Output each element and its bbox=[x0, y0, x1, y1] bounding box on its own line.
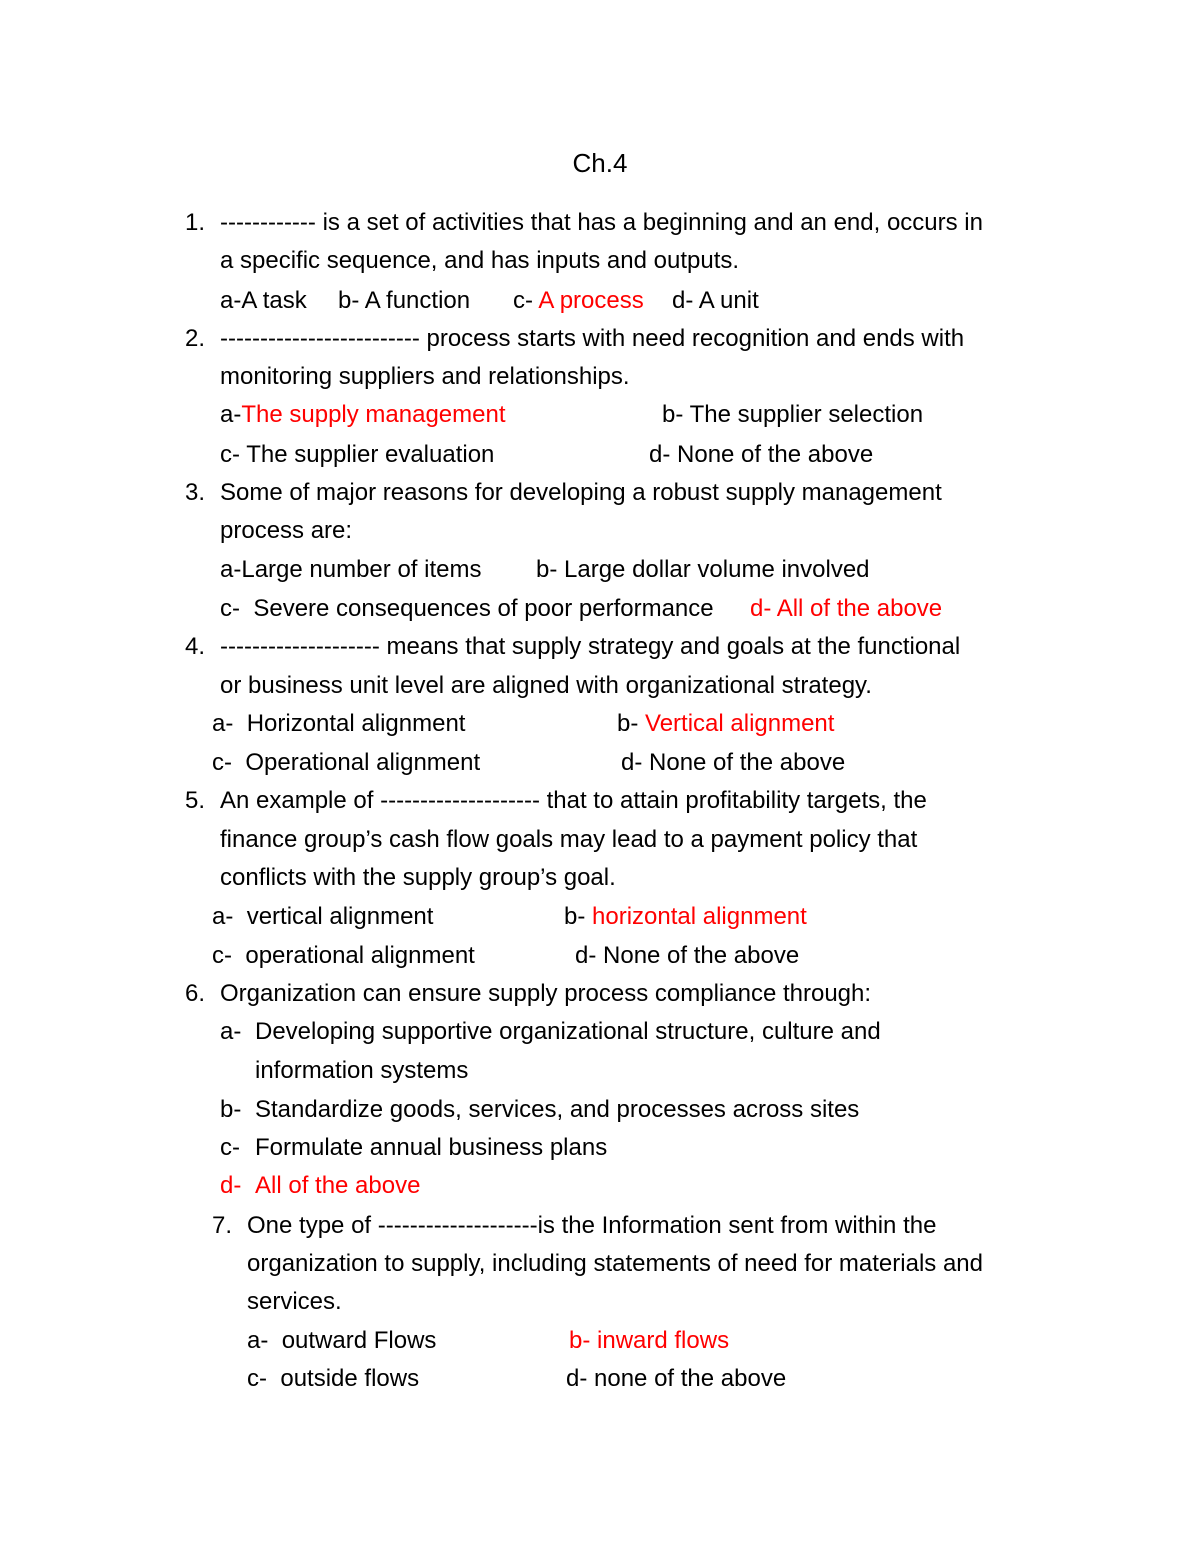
option-letter: d- bbox=[649, 441, 671, 468]
option-text: operational alignment bbox=[245, 942, 475, 969]
option-letter: b- bbox=[564, 903, 586, 930]
option-text: None of the above bbox=[677, 441, 874, 468]
option-letter: c- bbox=[220, 595, 240, 622]
option-letter: c- bbox=[220, 441, 240, 468]
option-text: Formulate annual business plans bbox=[255, 1134, 608, 1161]
option-text: Large dollar volume involved bbox=[564, 556, 870, 583]
option-c bbox=[247, 1364, 419, 1394]
question-number: 6. bbox=[185, 980, 206, 1007]
option-d bbox=[649, 440, 873, 470]
option-letter: c- bbox=[212, 942, 232, 969]
option-a bbox=[220, 1017, 241, 1047]
question-number: 1. bbox=[185, 209, 206, 236]
question-text: ------------ is a set of activities that has a beginning and an end, occurs in bbox=[220, 209, 983, 236]
option-text: The supplier selection bbox=[689, 401, 924, 428]
option-letter: d- bbox=[672, 287, 694, 314]
question-text: services. bbox=[247, 1288, 342, 1315]
option-a bbox=[220, 286, 307, 316]
option-c bbox=[212, 941, 475, 971]
option-d bbox=[621, 748, 845, 778]
correct-answer: horizontal alignment bbox=[592, 903, 807, 930]
option-text: None of the above bbox=[603, 942, 800, 969]
option-a bbox=[212, 709, 465, 739]
option-a bbox=[220, 555, 481, 585]
option-a bbox=[247, 1326, 436, 1356]
option-letter: b- bbox=[569, 1327, 591, 1354]
option-b bbox=[536, 555, 870, 585]
question-number: 7. bbox=[212, 1212, 233, 1239]
option-letter: b- bbox=[536, 556, 558, 583]
option-letter: b- bbox=[338, 287, 360, 314]
question-text: organization to supply, including statements of need for materials and bbox=[247, 1250, 983, 1277]
option-d-correct bbox=[750, 594, 942, 624]
option-c bbox=[220, 440, 494, 470]
option-text: Standardize goods, services, and processes across sites bbox=[255, 1096, 860, 1123]
option-letter: c- bbox=[247, 1365, 267, 1392]
option-letter: c- bbox=[212, 749, 232, 776]
option-text: A unit bbox=[698, 287, 759, 314]
option-d bbox=[575, 941, 799, 971]
option-letter: b- bbox=[220, 1096, 242, 1123]
option-text: Developing supportive organizational structure, culture and bbox=[255, 1018, 881, 1045]
option-letter: a- bbox=[220, 1018, 242, 1045]
question-text: -------------------- means that supply strategy and goals at the functional bbox=[220, 633, 961, 660]
correct-answer: inward flows bbox=[597, 1327, 730, 1354]
option-text: A task bbox=[241, 287, 307, 314]
option-c bbox=[220, 594, 714, 624]
option-c bbox=[212, 748, 480, 778]
option-c bbox=[513, 286, 644, 316]
question-number: 5. bbox=[185, 787, 206, 814]
option-text: Horizontal alignment bbox=[246, 710, 466, 737]
option-letter: d- bbox=[220, 1172, 242, 1199]
page-title: Ch.4 bbox=[572, 148, 628, 178]
question-text: a specific sequence, and has inputs and outputs. bbox=[220, 247, 740, 274]
question-text: ------------------------- process starts with need recognition and ends with bbox=[220, 325, 965, 352]
question-number: 3. bbox=[185, 479, 206, 506]
question-text: conflicts with the supply group’s goal. bbox=[220, 864, 616, 891]
option-letter: d- bbox=[621, 749, 643, 776]
option-d bbox=[672, 286, 759, 316]
option-b bbox=[220, 1095, 241, 1125]
question-text: finance group’s cash flow goals may lead to a payment policy that bbox=[220, 826, 918, 853]
option-text: outward Flows bbox=[281, 1327, 437, 1354]
correct-answer: All of the above bbox=[776, 595, 943, 622]
option-text: A function bbox=[364, 287, 471, 314]
option-d bbox=[566, 1364, 786, 1394]
option-letter: b- bbox=[662, 401, 684, 428]
option-letter: d- bbox=[566, 1365, 588, 1392]
question-text: monitoring suppliers and relationships. bbox=[220, 363, 630, 390]
option-letter: d- bbox=[575, 942, 597, 969]
option-text: information systems bbox=[255, 1057, 469, 1084]
question-text: One type of --------------------is the Information sent from within the bbox=[247, 1212, 937, 1239]
question-text: process are: bbox=[220, 517, 353, 544]
option-b bbox=[564, 902, 807, 932]
question-text: Some of major reasons for developing a robust supply management bbox=[220, 479, 942, 506]
question-number: 4. bbox=[185, 633, 206, 660]
option-text: none of the above bbox=[594, 1365, 787, 1392]
option-b bbox=[338, 286, 470, 316]
option-text: Severe consequences of poor performance bbox=[253, 595, 714, 622]
option-letter: d- bbox=[750, 595, 772, 622]
correct-answer: All of the above bbox=[255, 1172, 421, 1199]
question-text: An example of -------------------- that to attain profitability targets, the bbox=[220, 787, 927, 814]
option-text: outside flows bbox=[280, 1365, 420, 1392]
option-letter: a- bbox=[220, 556, 242, 583]
option-b-correct bbox=[569, 1326, 729, 1356]
option-c bbox=[220, 1133, 240, 1163]
option-a bbox=[220, 400, 506, 430]
question-text: Organization can ensure supply process compliance through: bbox=[220, 980, 872, 1007]
option-text: Large number of items bbox=[241, 556, 482, 583]
option-letter: b- bbox=[617, 710, 639, 737]
option-letter: c- bbox=[513, 287, 533, 314]
option-b bbox=[617, 709, 834, 739]
correct-answer: A process bbox=[538, 287, 644, 314]
option-d-correct bbox=[220, 1171, 241, 1201]
option-text: None of the above bbox=[649, 749, 846, 776]
option-letter: a- bbox=[220, 287, 242, 314]
correct-answer: The supply management bbox=[241, 401, 506, 428]
option-letter: a- bbox=[220, 401, 242, 428]
question-number: 2. bbox=[185, 325, 206, 352]
correct-answer: Vertical alignment bbox=[645, 710, 835, 737]
option-letter: c- bbox=[220, 1134, 240, 1161]
option-text: vertical alignment bbox=[246, 903, 434, 930]
option-letter: a- bbox=[212, 903, 234, 930]
option-b bbox=[662, 400, 923, 430]
option-text: The supplier evaluation bbox=[246, 441, 495, 468]
option-text: Operational alignment bbox=[245, 749, 481, 776]
option-letter: a- bbox=[247, 1327, 269, 1354]
question-text: or business unit level are aligned with organizational strategy. bbox=[220, 672, 872, 699]
option-a bbox=[212, 902, 433, 932]
option-letter: a- bbox=[212, 710, 234, 737]
